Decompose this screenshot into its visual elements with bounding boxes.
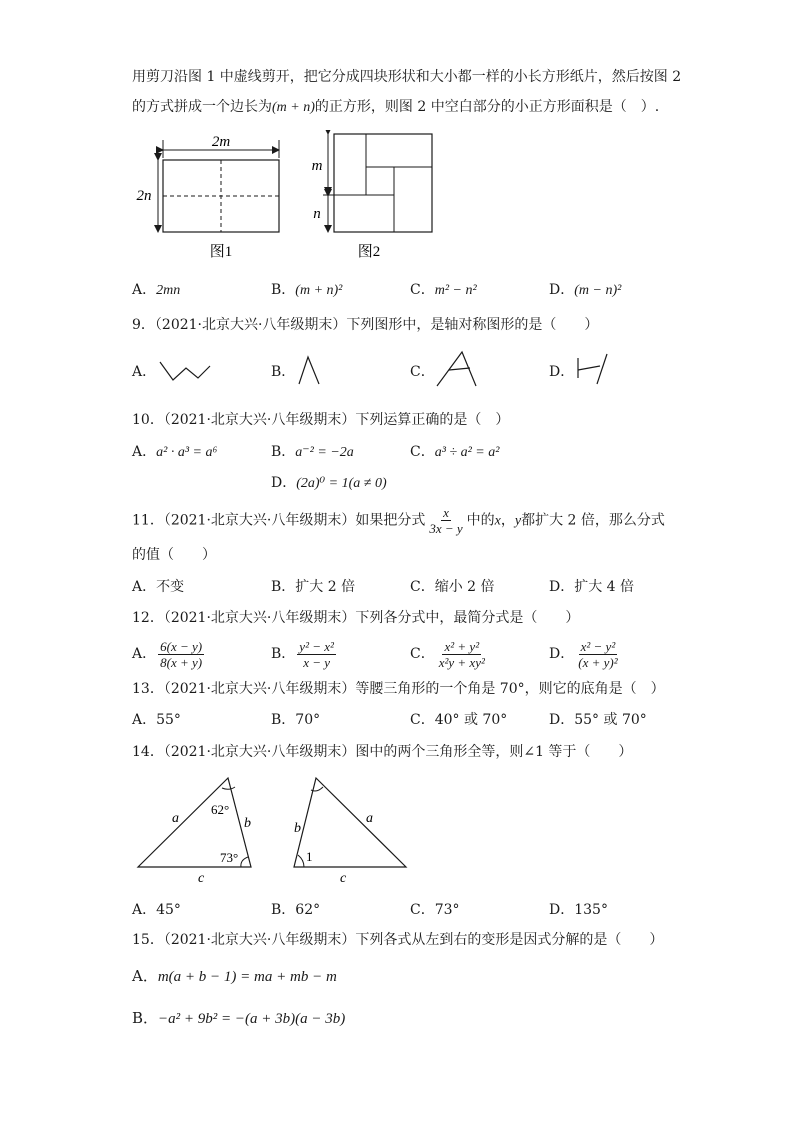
- q12-option-d-label: D．: [549, 646, 575, 662]
- q10-option-b[interactable]: [271, 442, 354, 463]
- q9-option-a-shape: [158, 356, 214, 386]
- q8-option-d-label: D．: [549, 282, 575, 298]
- fig2-caption: 图2: [357, 244, 381, 260]
- fig2-small-square: [366, 167, 394, 195]
- q11-fraction: [427, 505, 464, 536]
- q12-option-c[interactable]: [410, 638, 489, 670]
- q15-option-a-label: A．: [132, 967, 158, 985]
- q10-option-a-text: a² · a³ = a⁶: [156, 445, 218, 460]
- q10-stem: 10．（2021·北京大兴·八年级期末）下列运算正确的是（ ）: [132, 412, 510, 428]
- q11-fraction-denominator: 3x − y: [429, 521, 463, 536]
- tri1-label-c: c: [198, 871, 205, 884]
- q8-option-c[interactable]: [410, 280, 477, 301]
- q8-option-b-label: B．: [271, 282, 296, 298]
- q9-stem: 9．（2021·北京大兴·八年级期末）下列图形中，是轴对称图形的是（ ）: [132, 317, 599, 333]
- q10-option-a[interactable]: [132, 442, 217, 463]
- q8-stem-line2-part2: 的正方形，则图 2 中空白部分的小正方形面积是（ ）.: [314, 99, 660, 115]
- q11-option-a[interactable]: A．不变: [132, 579, 185, 595]
- q9-option-c-shape: [434, 348, 482, 390]
- q12-option-a-label: A．: [132, 646, 157, 662]
- q10-option-b-text: a⁻² = −2a: [295, 445, 354, 460]
- q12-option-c-label: C．: [410, 646, 435, 662]
- q8-stem-line2: [132, 97, 659, 118]
- q12-b-denominator: x − y: [303, 654, 330, 670]
- q15-option-a[interactable]: [132, 966, 337, 987]
- q12-option-d[interactable]: [549, 638, 622, 670]
- q12-option-b-fraction: [297, 639, 336, 670]
- q8-option-a-label: A．: [132, 282, 157, 298]
- q9-option-d-shape: [574, 352, 610, 388]
- q8-stem-line2-part1: 的方式拼成一个边长为: [132, 99, 272, 115]
- q9-option-a-label[interactable]: A．: [132, 364, 157, 380]
- q12-option-a-fraction: [158, 639, 204, 670]
- q9-option-b-shape: [296, 354, 326, 386]
- q11-stem-line2: 的值（ ）: [132, 547, 216, 563]
- q10-option-c[interactable]: [410, 442, 499, 463]
- fig2-n-label: n: [313, 206, 321, 222]
- tri1-angle-top: 62°: [211, 802, 230, 817]
- q8-option-d-text: (m − n)²: [574, 283, 622, 298]
- q11-var-x: x: [494, 513, 501, 529]
- figure-1: [128, 130, 298, 262]
- q11-separator: ，: [500, 512, 515, 529]
- q14-option-c[interactable]: C．73°: [410, 902, 460, 918]
- q11-fraction-numerator: x: [443, 505, 449, 520]
- q12-d-numerator: x² − y²: [580, 638, 616, 654]
- q8-option-b-text: (m + n)²: [295, 283, 343, 298]
- q11-var-y: y: [514, 513, 522, 529]
- q13-option-d[interactable]: D．55° 或 70°: [549, 712, 647, 728]
- q12-option-c-fraction: [437, 639, 487, 670]
- q9-option-d-label[interactable]: D．: [549, 364, 575, 380]
- q11-stem-part3: 都扩大 2 倍，那么分式: [521, 512, 665, 529]
- q8-option-d[interactable]: [549, 280, 621, 301]
- q15-option-a-text: m(a + b − 1) = ma + mb − m: [157, 969, 337, 985]
- q13-stem: 13．（2021·北京大兴·八年级期末）等腰三角形的一个角是 70°，则它的底角是（ ）: [132, 681, 665, 697]
- q11-stem-part2: 中的: [466, 512, 495, 529]
- q11-stem-line1: [132, 505, 665, 537]
- q12-a-numerator: 6(x − y): [160, 638, 203, 654]
- q12-c-denominator: x²y + xy²: [438, 654, 485, 670]
- q10-option-c-label: C．: [410, 444, 435, 460]
- q13-option-a[interactable]: A．55°: [132, 712, 181, 728]
- tri2-angle-1: 1: [306, 849, 313, 864]
- q10-option-d[interactable]: [271, 473, 387, 494]
- fig2-m-label: m: [311, 158, 323, 174]
- tri2-label-c: c: [340, 871, 347, 884]
- fig1-side-label: 2n: [136, 188, 152, 204]
- tri2-label-a: a: [366, 811, 373, 826]
- q8-option-c-text: m² − n²: [434, 283, 477, 298]
- q12-b-numerator: y² − x²: [299, 638, 334, 654]
- q11-option-c[interactable]: C．缩小 2 倍: [410, 579, 495, 595]
- fig1-caption: 图1: [209, 244, 233, 260]
- q13-option-c[interactable]: C．40° 或 70°: [410, 712, 508, 728]
- q15-option-b-text: −a² + 9b² = −(a + 3b)(a − 3b): [158, 1011, 346, 1027]
- q12-option-b-label: B．: [271, 646, 296, 662]
- q8-option-c-label: C．: [410, 282, 435, 298]
- q12-a-denominator: 8(x + y): [160, 654, 203, 670]
- tri1-label-a: a: [172, 811, 179, 826]
- q12-c-numerator: x² + y²: [444, 638, 480, 654]
- q14-option-d[interactable]: D．135°: [549, 902, 608, 918]
- q11-option-b[interactable]: B．扩大 2 倍: [271, 579, 356, 595]
- q11-stem-part1: 11．（2021·北京大兴·八年级期末）如果把分式: [132, 512, 426, 529]
- q12-option-a[interactable]: [132, 638, 206, 670]
- tri1-label-b: b: [244, 816, 251, 831]
- q8-option-a[interactable]: [132, 280, 180, 301]
- q12-option-d-fraction: [576, 639, 619, 670]
- q10-option-c-text: a³ ÷ a² = a²: [434, 445, 500, 460]
- q14-triangle-2: [286, 772, 414, 884]
- q12-stem: 12．（2021·北京大兴·八年级期末）下列各分式中，最简分式是（ ）: [132, 610, 580, 626]
- fig2-square: [334, 134, 432, 232]
- q14-stem: 14．（2021·北京大兴·八年级期末）图中的两个三角形全等，则∠1 等于（ ）: [132, 744, 633, 760]
- q9-option-b-label[interactable]: B．: [271, 364, 296, 380]
- q13-option-b[interactable]: B．70°: [271, 712, 321, 728]
- q12-option-b[interactable]: [271, 638, 338, 670]
- q15-option-b-label: B．: [132, 1009, 159, 1027]
- q15-option-b[interactable]: [132, 1008, 345, 1029]
- q14-option-a[interactable]: A．45°: [132, 902, 181, 918]
- q9-option-c-label[interactable]: C．: [410, 364, 435, 380]
- q8-option-b[interactable]: [271, 280, 342, 301]
- q14-option-b[interactable]: B．62°: [271, 902, 321, 918]
- fig1-top-label: 2m: [211, 134, 231, 150]
- q8-side-expression: (m + n): [272, 100, 315, 115]
- tri2-label-b: b: [294, 821, 301, 836]
- q10-option-d-text: (2a)⁰ = 1(a ≠ 0): [296, 476, 387, 491]
- tri1-angle-right: 73°: [220, 850, 239, 865]
- q8-option-a-text: 2mn: [156, 283, 181, 298]
- q8-stem-line1: 用剪刀沿图 1 中虚线剪开，把它分成四块形状和大小都一样的小长方形纸片，然后按图 2: [132, 69, 682, 85]
- q15-stem: 15．（2021·北京大兴·八年级期末）下列各式从左到右的变形是因式分解的是（ ）: [132, 932, 664, 948]
- q14-triangle-1: [128, 772, 266, 884]
- q10-option-b-label: B．: [271, 444, 296, 460]
- q12-d-denominator: (x + y)²: [578, 654, 618, 670]
- q10-option-d-label: D．: [271, 475, 297, 491]
- q11-option-d[interactable]: D．扩大 4 倍: [549, 579, 635, 595]
- figure-2: [305, 130, 440, 262]
- q10-option-a-label: A．: [132, 444, 157, 460]
